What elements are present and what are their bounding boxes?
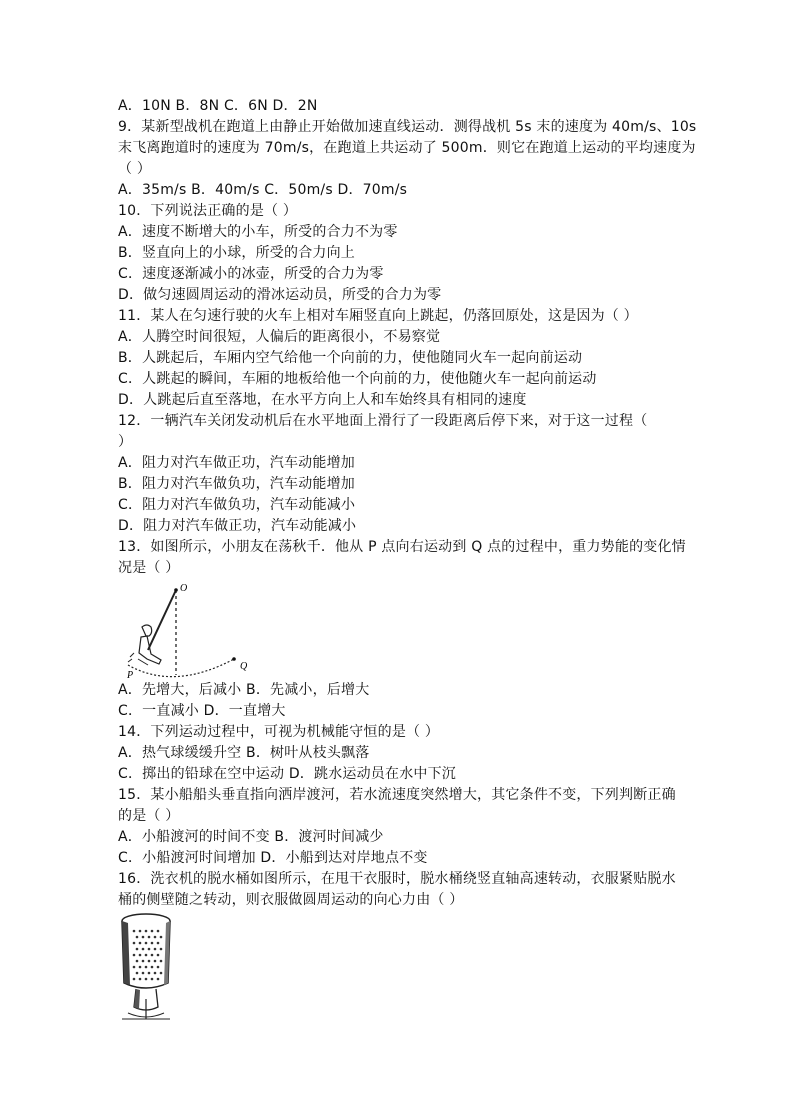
drum-hole (148, 972, 151, 975)
drum-hole (139, 966, 142, 969)
answer-option-line: C．小船渡河时间增加 D．小船到达对岸地点不变 (118, 850, 428, 866)
drum-hole (133, 930, 136, 933)
swing-figure-container (114, 579, 698, 680)
answer-option-line: D．阻力对汽车做正功，汽车动能减小 (118, 518, 357, 534)
question-text-line: （ ） (118, 161, 152, 177)
answer-option-line: B．竖直向上的小球，所受的合力向上 (118, 245, 356, 261)
drum-hole (154, 972, 157, 975)
answer-option-line: C．速度逐渐减小的冰壶，所受的合力为零 (118, 266, 384, 282)
question-text-line: 10．下列说法正确的是（ ） (118, 203, 298, 219)
question-text-line: 12．一辆汽车关闭发动机后在水平地面上滑行了一段距离后停下来，对于这一过程（ (118, 413, 648, 429)
drum-hole (151, 942, 154, 945)
drum-hole (142, 936, 145, 939)
question-text-line: 况是（ ） (118, 560, 180, 576)
drum-hole (133, 942, 136, 945)
answer-option-line: B．人跳起后，车厢内空气给他一个向前的力，使他随同火车一起向前运动 (118, 350, 583, 366)
drum-hole (151, 954, 154, 957)
answer-option-line: A．人腾空时间很短，人偏后的距离很小，不易察觉 (118, 329, 441, 345)
answer-option-line: D．人跳起后直至落地，在水平方向上人和车始终具有相同的速度 (118, 392, 527, 408)
drum-hole (148, 960, 151, 963)
drum-hole (145, 966, 148, 969)
question-text-line: 桶的侧壁随之转动，则衣服做圆周运动的向心力由（ ） (118, 892, 464, 908)
drum-hole (148, 936, 151, 939)
drum-hole (157, 930, 160, 933)
exam-page (118, 96, 698, 1021)
swing-figure (114, 579, 314, 680)
answer-option-line: A．小船渡河的时间不变 B．渡河时间减少 (118, 829, 384, 845)
point-q-label: Q (240, 661, 248, 672)
drum-hole (139, 930, 142, 933)
drum-hole (145, 942, 148, 945)
answer-option-line: A．速度不断增大的小车，所受的合力不为零 (118, 224, 398, 240)
answer-option-line: A．先增大，后减小 B．先减小，后增大 (118, 682, 370, 698)
drum-hole (133, 966, 136, 969)
drum-hole (142, 960, 145, 963)
drum-hole (133, 978, 136, 981)
answer-option-line: C．掷出的铅球在空中运动 D．跳水运动员在水中下沉 (118, 766, 457, 782)
drum-hole (136, 972, 139, 975)
drum-hole (142, 972, 145, 975)
answer-option-line: C．阻力对汽车做负功，汽车动能减小 (118, 497, 356, 513)
answer-option-line: C．人跳起的瞬间，车厢的地板给他一个向前的力，使他随火车一起向前运动 (118, 371, 597, 387)
drum-hole (157, 954, 160, 957)
drum-hole (157, 942, 160, 945)
drum-hole (151, 930, 154, 933)
drum-hole (136, 936, 139, 939)
answer-option-line: A．10N B．8N C．6N D．2N (118, 98, 318, 114)
question-text-line: 15．某小船船头垂直指向洒岸渡河，若水流速度突然增大，其它条件不变，下列判断正确 (118, 787, 676, 803)
drum-hole (154, 960, 157, 963)
answer-option-line: C．一直减小 D．一直增大 (118, 703, 286, 719)
question-text-line: 16．洗衣机的脱水桶如图所示，在甩干衣服时，脱水桶绕竖直轴高速转动，衣服紧贴脱水 (118, 871, 676, 887)
question-text-line: 11．某人在匀速行驶的火车上相对车厢竖直向上跳起，仍落回原处，这是因为（ ） (118, 308, 638, 324)
drum-hole (136, 960, 139, 963)
drum-hole (145, 954, 148, 957)
drum-hole (160, 972, 163, 975)
answer-option-line: B．阻力对汽车做负功，汽车动能增加 (118, 476, 356, 492)
washer-figure-container (118, 911, 698, 1021)
drum-hole (160, 960, 163, 963)
drum-hole (139, 978, 142, 981)
drum-hole (160, 948, 163, 951)
drum-hole (154, 948, 157, 951)
question-text-line: 13．如图所示，小朋友在荡秋千．他从 P 点向右运动到 Q 点的过程中，重力势能的变化情 (118, 539, 686, 555)
answer-option-line: D．做匀速圆周运动的滑冰运动员，所受的合力为零 (118, 287, 442, 303)
question-text-line: 14．下列运动过程中，可视为机械能守恒的是（ ） (118, 724, 440, 740)
drum-hole (133, 954, 136, 957)
drum-hole (151, 978, 154, 981)
question-text-line: 9．某新型战机在跑道上由静止开始做加速直线运动．测得战机 5s 末的速度为 40m/s、10s (118, 119, 697, 135)
drum-hole (160, 936, 163, 939)
drum-hole (145, 978, 148, 981)
drum-hole (148, 948, 151, 951)
drum-hole (154, 936, 157, 939)
answer-option-line: A．热气球缓缓升空 B．树叶从枝头飘落 (118, 745, 370, 761)
question-text-line: 末飞离跑道时的速度为 70m/s，在跑道上共运动了 500m．则它在跑道上运动的平均速度为 (118, 140, 696, 156)
drum-hole (136, 948, 139, 951)
drum-hole (139, 954, 142, 957)
drum-hole (157, 978, 160, 981)
question-text-line: 的是（ ） (118, 808, 180, 824)
answer-option-line: A．阻力对汽车做正功，汽车动能增加 (118, 455, 355, 471)
drum-hole (139, 942, 142, 945)
answer-option-line: A．35m/s B．40m/s C．50m/s D．70m/s (118, 182, 408, 198)
drum-hole (142, 948, 145, 951)
point-p-label: P (127, 670, 134, 680)
washing-machine-drum-figure (118, 911, 188, 1021)
question-text-line: ） (118, 434, 133, 450)
drum-hole (145, 930, 148, 933)
point-o-label: O (180, 583, 188, 594)
drum-hole (151, 966, 154, 969)
drum-hole (157, 966, 160, 969)
